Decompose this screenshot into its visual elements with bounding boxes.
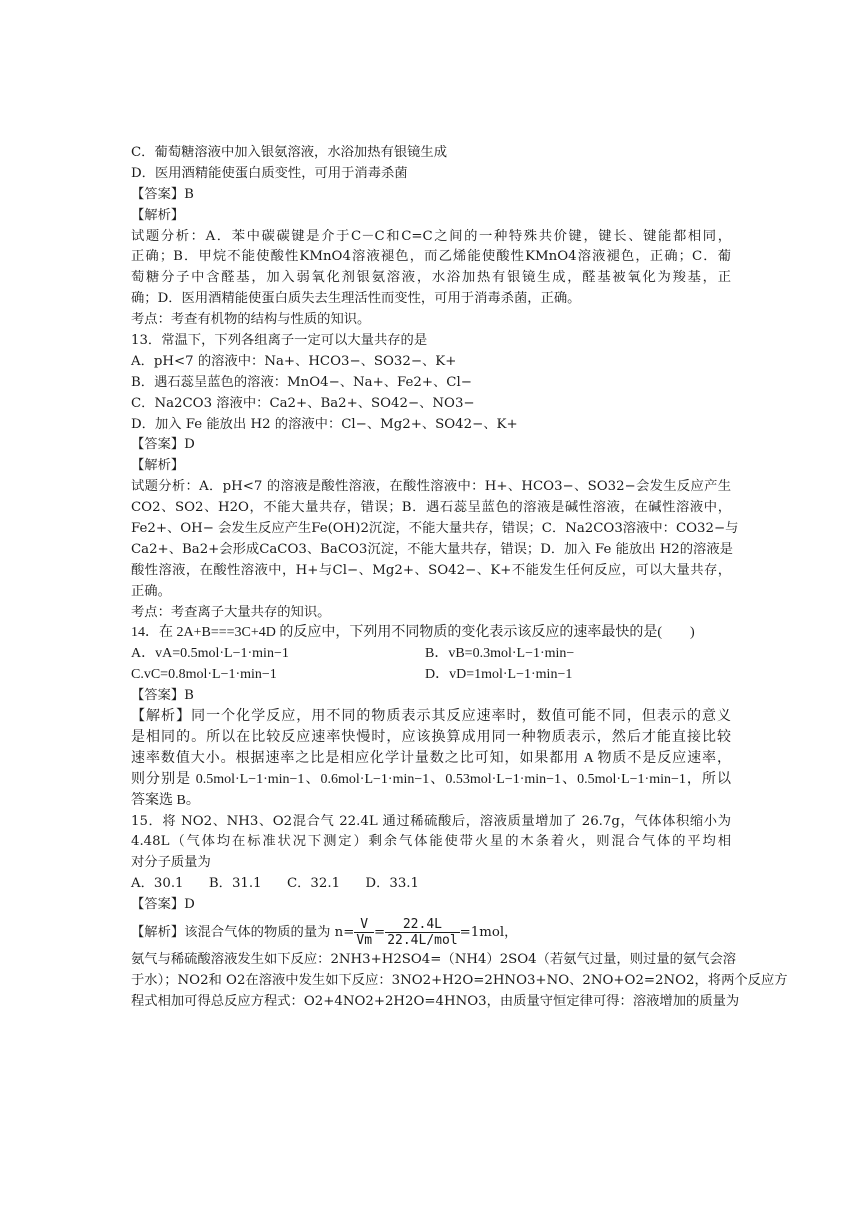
q15-option-c: C．32.1 xyxy=(286,876,341,892)
q15-option-d: D．33.1 xyxy=(365,876,419,892)
q13-answer: 【答案】D xyxy=(131,437,195,453)
q13-analysis-line: 试题分析：A．pH<7 的溶液是酸性溶液，在酸性溶液中：H+、HCO3−、SO32−会发生反应产生 xyxy=(131,479,731,495)
q15-analysis-line: 程式相加可得总反应方程式：O2+4NO2+2H2O=4HNO3，由质量守恒定律可得：溶液增加的质量为 xyxy=(131,993,740,1009)
q14-analysis-line: 答案选 B。 xyxy=(131,792,200,808)
q14-analysis-line: 是相同的。所以在比较反应速率快慢时，应该换算成用同一种物质表示，然后才能直接比较 xyxy=(131,729,731,745)
fraction-numerator: V xyxy=(354,917,374,933)
q12-analysis-line: 确；D．医用酒精能使蛋白质失去生理活性而变性，可用于消毒杀菌，正确。 xyxy=(131,291,581,307)
q12-analysis-line: 萄糖分子中含醛基，加入弱氧化剂银氨溶液，水浴加热有银镜生成，醛基被氧化为羧基，正 xyxy=(131,270,731,286)
q14-analysis-text: 同一个化学反应，用不同的物质表示其反应速率时，数值可能不同，但表示的意义 xyxy=(191,709,732,725)
q14-option-b: B．vB=0.3mol·L−1·min− xyxy=(425,646,575,662)
q14-options-row-2 xyxy=(131,665,731,686)
fraction-v-over-vm xyxy=(354,917,374,948)
q14-analysis-line: 速率数值大小。根据速率之比是相应化学计量数之比可知，如果都用 A 物质不是反应速率， xyxy=(131,750,731,766)
q13-analysis-line: 酸性溶液，在酸性溶液中，H+与Cl−、Mg2+、SO42−、K+不能发生任何反应，可以大量共存， xyxy=(131,562,731,578)
q13-analysis-line: CO2、SO2、H2O，不能大量共存，错误；B．遇石蕊呈蓝色的溶液是碱性溶液，在碱性溶液中， xyxy=(131,500,731,516)
q12-analysis-heading: 【解析】 xyxy=(131,207,185,223)
q15-answer: 【答案】D xyxy=(131,897,195,913)
q13-option-a: A．pH<7 的溶液中：Na+、HCO3−、SO32−、K+ xyxy=(131,353,457,369)
q13-option-c: C．Na2CO3 溶液中：Ca2+、Ba2+、SO42−、NO3− xyxy=(131,395,475,411)
fraction-volume-over-molar-volume xyxy=(385,917,459,948)
q14-option-c: C.vC=0.8mol·L−1·min−1 xyxy=(131,667,277,683)
q15-analysis-formula: 【解析】该混合气体的物质的量为 n= $\frac{V}{Vm}$ = $\frac{22.4L}{\text{22.4L/mol}}$ =1mol， xyxy=(131,916,518,948)
q12-answer: 【答案】B xyxy=(131,186,194,202)
fraction-numerator: 22.4L xyxy=(385,917,459,933)
q14-options-row-1 xyxy=(131,644,731,665)
q13-key-point: 考点：考查离子大量共存的知识。 xyxy=(131,604,331,620)
q13-analysis-heading: 【解析】 xyxy=(131,458,185,474)
document-content xyxy=(131,143,788,1013)
q12-analysis-line: 试题分析：A．苯中碳碳键是介于C－C和C=C之间的一种特殊共价键，键长、键能都相同， xyxy=(131,228,731,244)
q12-option-d: D．医用酒精能使蛋白质变性，可用于消毒杀菌 xyxy=(131,165,408,181)
q15-options xyxy=(131,874,731,895)
q15-analysis-prefix: 该混合气体的物质的量为 n= xyxy=(184,924,355,940)
q14-option-a: A．vA=0.5mol·L−1·min−1 xyxy=(131,646,289,662)
q14-answer: 【答案】B xyxy=(131,688,194,704)
q14-analysis-line-first xyxy=(131,707,731,728)
q13-option-d: D．加入 Fe 能放出 H2 的溶液中：Cl−、Mg2+、SO42−、K+ xyxy=(131,416,518,432)
q15-option-b: B．31.1 xyxy=(208,876,262,892)
q13-stem: 13．常温下，下列各组离子一定可以大量共存的是 xyxy=(131,333,428,349)
q15-analysis-label: 【解析】 xyxy=(131,924,185,940)
q15-analysis-suffix: =1mol， xyxy=(459,924,518,940)
q12-key-point: 考点：考查有机物的结构与性质的知识。 xyxy=(131,312,371,328)
q15-stem-line: 4.48L（气体均在标准状况下测定）剩余气体能使带火星的木条着火，则混合气体的平均相 xyxy=(131,834,731,850)
q15-stem-line: 对分子质量为 xyxy=(131,855,211,871)
fraction-denominator: 22.4L/mol xyxy=(387,932,458,948)
q15-analysis-line: 于水）；NO2和 O2在溶液中发生如下反应：3NO2+H2O=2HNO3+NO、2NO+O2=2NO2，将两个反应方 xyxy=(131,972,788,988)
q13-analysis-line: Ca2+、Ba2+会形成CaCO3、BaCO3沉淀，不能大量共存，错误；D．加入 Fe 能放出 H2的溶液是 xyxy=(131,541,733,557)
q12-option-c: C．葡萄糖溶液中加入银氨溶液，水浴加热有银镜生成 xyxy=(131,145,448,160)
q13-option-b: B．遇石蕊呈蓝色的溶液：MnO4−、Na+、Fe2+、Cl− xyxy=(131,374,472,390)
q15-analysis-line: 氨气与稀硫酸溶液发生如下反应：2NH3+H2SO4=（NH4）2SO4（若氨气过量，则过量的氨气会溶 xyxy=(131,951,737,967)
q14-analysis-line: 则分别是 0.5mol·L−1·min−1、0.6mol·L−1·min−1、0.53mol·L−1·min−1、0.5mol·L−1·min−1，所以 xyxy=(131,771,731,787)
q15-stem-line: 15．将 NO2、NH3、O2混合气 22.4L 通过稀硫酸后，溶液质量增加了 26.7g，气体体积缩小为 xyxy=(131,813,731,829)
q14-stem: 14．在 2A+B===3C+4D 的反应中，下列用不同物质的变化表示该反应的速率最快的是( ) xyxy=(131,625,695,641)
fraction-denominator: Vm xyxy=(356,932,373,948)
q14-analysis-label: 【解析】 xyxy=(131,709,192,725)
q13-analysis-line: 正确。 xyxy=(131,583,171,599)
q13-analysis-line: Fe2+、OH− 会发生反应产生Fe(OH)2沉淀，不能大量共存，错误；C．Na2CO3溶液中：CO32−与 xyxy=(131,521,739,537)
q15-option-a: A．30.1 xyxy=(131,876,184,892)
q14-option-d: D．vD=1mol·L−1·min−1 xyxy=(425,667,573,683)
q12-analysis-line: 正确；B．甲烷不能使酸性KMnO4溶液褪色，而乙烯能使酸性KMnO4溶液褪色，正确；C．葡 xyxy=(131,249,731,265)
